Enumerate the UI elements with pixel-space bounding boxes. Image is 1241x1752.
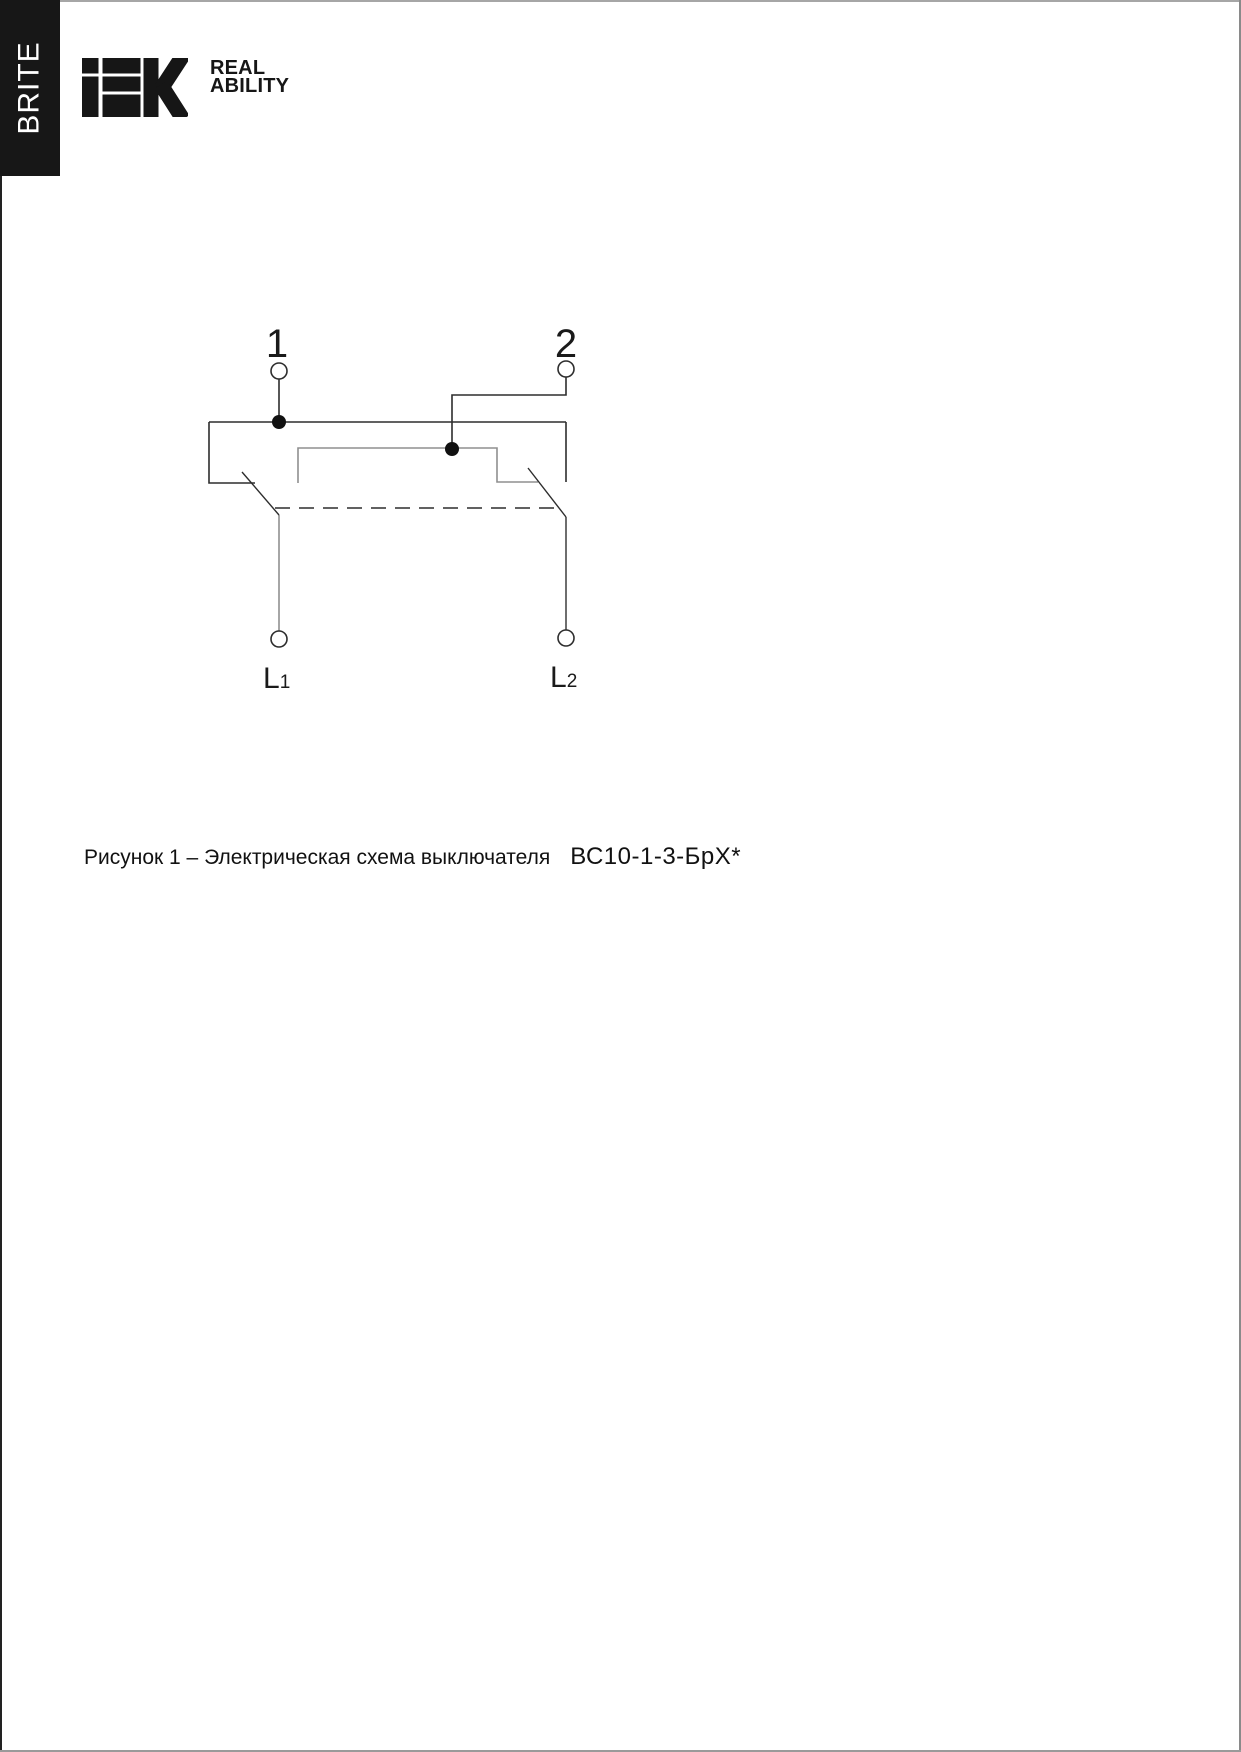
junction-dot-1 [272, 415, 286, 429]
iek-i-bar [82, 77, 98, 117]
circuit-diagram [170, 280, 610, 700]
iek-e-top [103, 58, 140, 73]
logo-tagline [210, 59, 289, 95]
figure-caption [84, 843, 741, 871]
iek-k-stem [144, 58, 158, 117]
iek-e-mid [103, 77, 140, 91]
terminal-l2-subscript: 2 [566, 671, 578, 692]
iek-k-upper-arm [165, 60, 180, 83]
iek-i-dot [82, 58, 98, 73]
terminal-l2-node [558, 630, 574, 646]
iek-k-lower-leg [165, 91, 179, 113]
tagline-real: REAL [210, 57, 266, 79]
switch-blade-left [242, 472, 279, 515]
brite-sidebar-tab [0, 0, 60, 176]
terminal-l2-letter: L [550, 661, 567, 694]
wire-terminal2-route [452, 377, 566, 449]
iek-logo-mark [82, 58, 180, 117]
brite-series-label: BRITE [13, 41, 47, 135]
wire-inner-u-bus [298, 448, 538, 483]
page-border-top [0, 0, 1241, 2]
page-border-left [0, 0, 2, 1752]
figure-caption-text: Рисунок 1 – Электрическая схема выключателя [84, 846, 551, 869]
iek-logo-icon [82, 58, 188, 117]
terminal-l1-subscript: 1 [279, 672, 291, 693]
wire-left-outer-contact [209, 422, 255, 483]
switch-blade-right [528, 468, 566, 517]
iek-e-bottom [103, 95, 140, 117]
terminal-l1-letter: L [263, 662, 280, 695]
tagline-ability: ABILITY [210, 75, 290, 97]
terminal-l1-label [263, 662, 290, 695]
figure-caption-model: ВС10-1-3-БрХ* [570, 843, 742, 870]
terminal-l2-label [550, 661, 577, 694]
terminal-l1-node [271, 631, 287, 647]
terminal-2-label: 2 [554, 322, 578, 366]
terminal-1-label: 1 [265, 322, 289, 366]
junction-dot-2 [445, 442, 459, 456]
wires [209, 377, 566, 631]
